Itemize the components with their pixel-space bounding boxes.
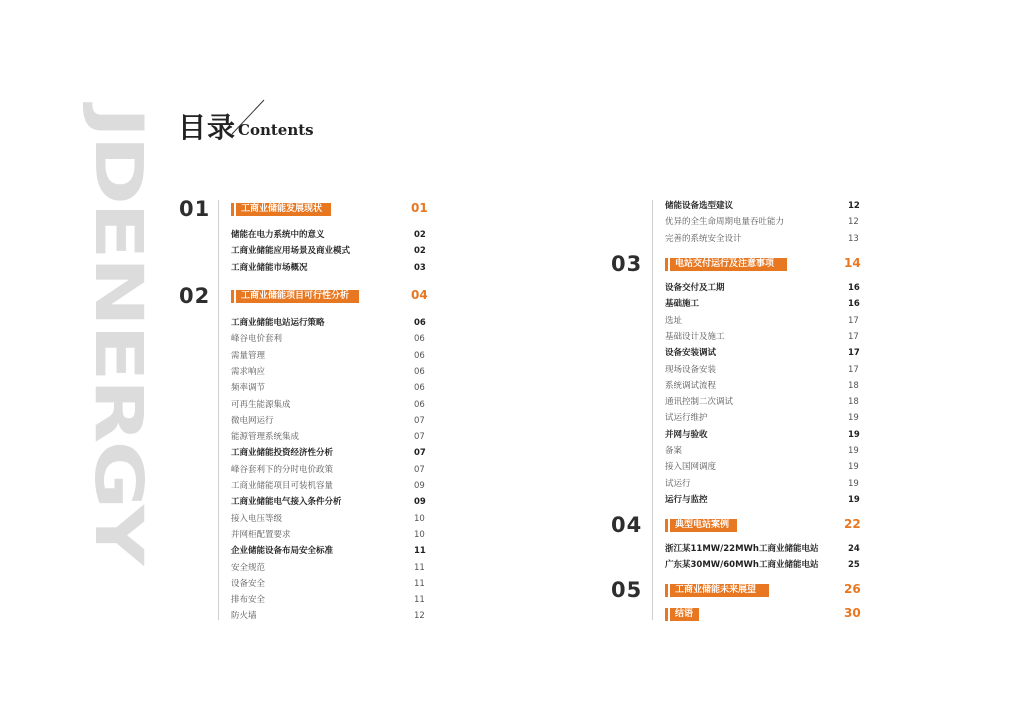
toc-entry-page: 07 xyxy=(414,448,426,459)
section-header[interactable]: 典型电站案例 xyxy=(665,519,737,532)
brand-logo-svg xyxy=(0,105,157,565)
toc-entry-page: 19 xyxy=(848,462,859,473)
toc-entry[interactable] xyxy=(231,262,434,275)
toc-entry[interactable] xyxy=(665,494,868,507)
toc-entry-label: 系统调试流程 xyxy=(665,380,717,391)
toc-entry[interactable] xyxy=(231,399,434,412)
toc-entry[interactable] xyxy=(231,513,434,526)
toc-entry[interactable] xyxy=(665,315,868,328)
toc-entry-label: 峰谷电价套利 xyxy=(231,334,283,345)
toc-entry-label: 并网柜配置要求 xyxy=(231,529,291,540)
section-header-page: 30 xyxy=(844,606,861,620)
toc-entry-label: 并网与验收 xyxy=(665,429,708,440)
toc-entry-page: 19 xyxy=(848,478,859,489)
section-header-page: 22 xyxy=(844,517,861,531)
toc-entry[interactable] xyxy=(665,396,868,409)
toc-entry-page: 16 xyxy=(848,299,860,310)
section-header-page: 26 xyxy=(844,582,861,596)
toc-entry-label: 接入电压等级 xyxy=(231,513,283,524)
toc-entry-label: 运行与监控 xyxy=(665,494,708,505)
toc-entry-label: 工商业储能项目可装机容量 xyxy=(231,481,334,491)
section-header[interactable]: 结语 xyxy=(665,608,699,621)
toc-entry-label: 现场设备安装 xyxy=(665,364,717,375)
toc-entry[interactable] xyxy=(231,480,434,493)
toc-entry-page: 25 xyxy=(848,560,860,571)
section-number: 03 xyxy=(611,252,643,276)
toc-entry[interactable] xyxy=(665,445,868,458)
toc-entry-label: 基础施工 xyxy=(665,299,700,310)
toc-entry-page: 11 xyxy=(414,595,425,606)
toc-entry-page: 17 xyxy=(848,348,860,359)
toc-entry-page: 02 xyxy=(414,230,426,240)
toc-entry-label: 设备安装调试 xyxy=(665,348,717,359)
section-header[interactable]: 工商业储能项目可行性分析 xyxy=(231,290,359,303)
section-header-page: 04 xyxy=(411,288,428,302)
toc-entry-page: 12 xyxy=(848,201,860,211)
section-header-page: 01 xyxy=(411,201,428,215)
toc-entry-page: 10 xyxy=(414,513,425,524)
column-divider xyxy=(652,200,653,620)
toc-entry-page: 11 xyxy=(414,546,426,557)
toc-entry-page: 13 xyxy=(848,233,859,244)
toc-entry-page: 12 xyxy=(848,217,859,228)
toc-entry[interactable] xyxy=(665,298,868,311)
toc-entry-label: 浙江某11MW/22MWh工商业储能电站 xyxy=(665,544,819,554)
toc-entry-page: 06 xyxy=(414,350,425,361)
toc-entry-label: 排布安全 xyxy=(231,595,266,606)
column-divider xyxy=(218,200,219,620)
toc-entry-label: 能源管理系统集成 xyxy=(231,432,300,443)
toc-entry-page: 17 xyxy=(848,315,859,326)
toc-entry-label: 频率调节 xyxy=(231,383,266,394)
toc-entry-page: 07 xyxy=(414,432,425,443)
toc-entry[interactable] xyxy=(231,333,434,346)
toc-entry-label: 接入国网调度 xyxy=(665,462,717,473)
toc-entry[interactable] xyxy=(231,562,434,575)
toc-entry-page: 06 xyxy=(414,318,426,328)
toc-entry[interactable] xyxy=(231,245,434,258)
page-subtitle: Contents xyxy=(238,121,314,139)
toc-entry-label: 储能设备选型建议 xyxy=(665,201,734,211)
toc-entry-page: 12 xyxy=(414,611,425,622)
toc-entry-label: 设备交付及工期 xyxy=(665,283,725,293)
toc-entry-page: 06 xyxy=(414,383,425,394)
toc-entry-label: 峰谷套利下的分时电价政策 xyxy=(231,464,334,475)
toc-entry[interactable] xyxy=(665,347,868,360)
toc-entry-page: 18 xyxy=(848,397,859,408)
toc-entry[interactable] xyxy=(231,610,434,623)
toc-entry-page: 19 xyxy=(848,446,859,456)
toc-entry-label: 安全规范 xyxy=(231,562,266,573)
toc-entry-page: 19 xyxy=(848,429,860,440)
toc-entry[interactable] xyxy=(231,447,434,460)
toc-entry-page: 06 xyxy=(414,334,425,345)
brand-logo-vertical xyxy=(0,105,157,565)
toc-entry[interactable] xyxy=(231,382,434,395)
toc-entry-label: 企业储能设备布局安全标准 xyxy=(231,546,334,557)
toc-entry[interactable] xyxy=(665,559,868,572)
toc-entry[interactable] xyxy=(231,415,434,428)
toc-entry-label: 微电网运行 xyxy=(231,415,274,426)
toc-entry-page: 24 xyxy=(848,544,860,554)
toc-entry-label: 工商业储能电气接入条件分析 xyxy=(231,497,342,508)
toc-entry-label: 备案 xyxy=(665,446,683,456)
toc-entry-label: 广东某30MW/60MWh工商业储能电站 xyxy=(665,560,819,571)
toc-entry-label: 工商业储能投资经济性分析 xyxy=(231,448,334,459)
toc-entry[interactable] xyxy=(231,594,434,607)
toc-entry[interactable] xyxy=(665,282,868,295)
toc-entry-label: 工商业储能应用场景及商业模式 xyxy=(231,246,351,257)
toc-entry-page: 11 xyxy=(414,562,425,573)
toc-entry[interactable] xyxy=(665,331,868,344)
section-number: 01 xyxy=(179,197,211,221)
toc-entry-page: 09 xyxy=(414,481,425,491)
toc-entry[interactable] xyxy=(665,478,868,491)
toc-entry[interactable] xyxy=(231,578,434,591)
toc-entry[interactable] xyxy=(665,216,868,229)
toc-entry-page: 11 xyxy=(414,578,425,589)
toc-entry-page: 03 xyxy=(414,262,426,273)
toc-entry[interactable] xyxy=(665,380,868,393)
toc-entry-page: 10 xyxy=(414,529,425,540)
toc-entry-label: 优异的全生命周期电量吞吐能力 xyxy=(665,217,785,228)
toc-entry-page: 06 xyxy=(414,399,425,410)
toc-entry-page: 19 xyxy=(848,494,860,505)
toc-entry-label: 完善的系统安全设计 xyxy=(665,233,742,244)
section-number: 02 xyxy=(179,284,211,308)
page-title: 目录 xyxy=(178,111,237,144)
toc-entry[interactable] xyxy=(231,529,434,542)
toc-entry-page: 06 xyxy=(414,366,425,377)
toc-entry-label: 通讯控制二次调试 xyxy=(665,397,734,408)
toc-entry-label: 基础设计及施工 xyxy=(665,331,725,342)
toc-entry-page: 02 xyxy=(414,246,426,257)
toc-entry-label: 试运行 xyxy=(665,478,691,489)
toc-entry[interactable] xyxy=(665,412,868,425)
toc-entry-label: 工商业储能电站运行策略 xyxy=(231,318,325,328)
toc-entry-label: 防火墙 xyxy=(231,611,257,622)
toc-entry[interactable] xyxy=(665,461,868,474)
toc-entry-page: 17 xyxy=(848,331,859,342)
toc-entry-page: 07 xyxy=(414,464,425,475)
toc-entry-label: 需量管理 xyxy=(231,350,266,361)
toc-entry-label: 需求响应 xyxy=(231,366,266,377)
toc-entry-label: 试运行维护 xyxy=(665,413,708,424)
toc-entry[interactable] xyxy=(665,233,868,246)
toc-entry[interactable] xyxy=(231,496,434,509)
section-header-page: 14 xyxy=(844,256,861,270)
toc-entry[interactable] xyxy=(665,543,868,556)
toc-entry-label: 工商业储能市场概况 xyxy=(231,262,308,273)
toc-entry-page: 07 xyxy=(414,415,425,426)
toc-entry-page: 19 xyxy=(848,413,859,424)
toc-entry-page: 17 xyxy=(848,364,859,375)
toc-entry[interactable] xyxy=(231,545,434,558)
toc-entry-page: 18 xyxy=(848,380,859,391)
toc-entry[interactable] xyxy=(231,366,434,379)
toc-entry[interactable] xyxy=(665,364,868,377)
section-header[interactable]: 工商业储能未来展望 xyxy=(665,584,769,597)
toc-entry[interactable] xyxy=(231,229,434,242)
toc-entry-page: 09 xyxy=(414,497,426,508)
toc-entry-label: 设备安全 xyxy=(231,578,266,589)
toc-entry[interactable] xyxy=(665,200,868,213)
toc-entry[interactable] xyxy=(231,350,434,363)
toc-entry[interactable] xyxy=(231,317,434,330)
toc-entry-page: 16 xyxy=(848,283,860,293)
toc-entry[interactable] xyxy=(231,431,434,444)
toc-entry-label: 可再生能源集成 xyxy=(231,399,291,410)
toc-entry[interactable] xyxy=(231,464,434,477)
section-number: 04 xyxy=(611,513,643,537)
brand-logo-text: JDENERGY xyxy=(80,107,157,468)
toc-entry-label: 选址 xyxy=(665,315,683,326)
section-number: 05 xyxy=(611,578,643,602)
section-header[interactable]: 工商业储能发展现状 xyxy=(231,203,331,216)
toc-entry[interactable] xyxy=(665,429,868,442)
toc-entry-label: 储能在电力系统中的意义 xyxy=(231,230,325,240)
section-header[interactable]: 电站交付运行及注意事项 xyxy=(665,258,787,271)
